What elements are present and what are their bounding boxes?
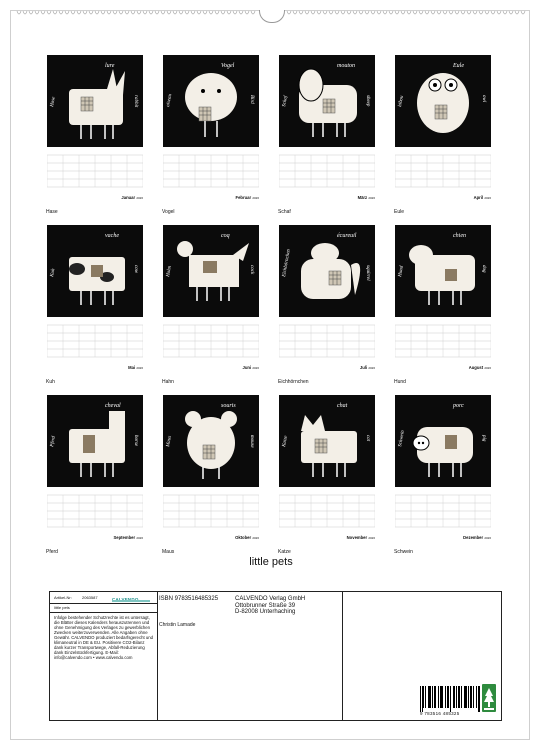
word-label: lure [105,63,115,69]
barcode [420,686,480,712]
publisher-line: D-82008 Unterhaching [235,609,296,615]
word-label: Pferd [50,435,57,448]
word-label: vache [105,233,119,239]
word-label: sheep [365,95,370,107]
word-label: horse [133,435,138,447]
animal-illustration [47,55,143,147]
month-label [121,195,143,200]
word-label: souris [221,403,236,409]
animal-caption: Hund [394,379,406,385]
calendar-grid [279,323,375,361]
word-label: Hase [50,96,57,108]
month-year: 2026 [484,536,491,540]
animal-drawing [279,225,375,317]
animal-caption: Hahn [162,379,174,385]
animal-drawing [47,225,143,317]
animal-drawing [163,395,259,487]
animal-illustration [47,225,143,317]
word-label: chien [453,233,466,239]
word-label: chat [337,403,348,409]
publisher-line: Ottobrunner Straße 39 [235,602,296,609]
animal-caption: Schwein [394,549,413,555]
animal-drawing [395,55,491,147]
info-column-isbn [157,592,343,720]
word-label: Vogel [221,63,235,69]
month-year: 2026 [368,196,375,200]
animal-drawing [395,225,491,317]
animal-caption: Pferd [46,549,58,555]
animal-illustration [279,55,375,147]
word-label: Bird [249,95,254,104]
animal-caption: Vogel [162,209,175,215]
article-number: 2063587 [82,595,98,600]
word-label: hibou [398,95,405,108]
animal-illustration [395,395,491,487]
calendar-grid [395,323,491,361]
word-label: owl [481,95,486,103]
animal-illustration [163,55,259,147]
publisher-address [235,596,305,616]
month-year: 2026 [252,536,259,540]
word-label: cheval [105,403,121,409]
animal-caption: Maus [162,549,175,555]
month-label [463,535,491,540]
word-label: rabbit [133,95,138,108]
info-column-article [50,592,158,720]
month-year: 2026 [252,366,259,370]
word-label: cow [133,265,138,274]
animal-caption: Hase [46,209,58,215]
word-label: Hahn [166,265,173,278]
legal-text: Infolge bestehender Schutzrechte ist es untersagt, die Blätter dieses Kalenders herauszutrennen und ohne Genehmigung des Verlages zu gewerblichen Zwecken weiterzuverwenden. Alle Angaben ohne Gewähr. CALVENDO produziert bedarfsgerecht und klimaneutral in DE & EU. Positivere CO2-Bilanz dank kurzer Transportwege, Abfall-Reduzierung dank Einzelstückfertigung. E-Mail: info@calvendo.com • www.calvendo.com [54,615,154,660]
animal-drawing [47,395,143,487]
animal-drawing [279,395,375,487]
word-label: écureuil [337,233,357,239]
word-label: Maus [166,435,173,448]
calendar-grid [395,493,491,531]
month-name: Dezember [463,535,484,540]
month-label [474,195,491,200]
month-label [360,365,375,370]
tree-icon [482,684,496,712]
article-label: Artikel-Nr: [54,595,72,600]
calvendo-logo [112,594,150,602]
month-name: Juni [242,365,252,370]
word-label: Schaf [282,95,289,108]
animal-illustration [47,395,143,487]
animal-illustration [279,395,375,487]
month-name: Januar [121,195,136,200]
word-label: mouton [337,63,355,69]
month-label [236,195,259,200]
animal-drawing [279,55,375,147]
word-label: Katze [282,435,289,448]
word-label: porc [453,403,464,409]
animal-caption: Schaf [278,209,291,215]
calendar-grid [163,153,259,191]
calendar-grid [163,323,259,361]
animal-caption: Katze [278,549,291,555]
word-label: Eichhörnchen [282,248,292,278]
word-label: pig [481,435,486,442]
month-name: September [113,535,136,540]
month-name: Oktober [235,535,252,540]
animal-illustration [163,225,259,317]
month-year: 2026 [136,196,143,200]
info-column-barcode [342,592,502,720]
word-label: coq [221,233,230,239]
animal-caption: Kuh [46,379,55,385]
month-year: 2026 [484,366,491,370]
calendar-grid [47,323,143,361]
month-label [113,535,143,540]
product-info-box [49,591,502,721]
month-name: März [357,195,368,200]
animal-illustration [163,395,259,487]
author-name: Christin Lamade [159,622,196,628]
calendar-grid [163,493,259,531]
month-label [235,535,259,540]
word-label: cock [249,265,254,275]
animal-illustration [395,55,491,147]
month-year: 2026 [136,366,143,370]
month-name: Mai [128,365,136,370]
month-year: 2026 [252,196,259,200]
animal-drawing [395,395,491,487]
isbn-text: ISBN 9783516485325 [159,596,219,602]
word-label: Eule [453,63,464,69]
animal-illustration [395,225,491,317]
month-label [469,365,491,370]
calendar-grid [395,153,491,191]
word-label: Schwein [398,430,406,448]
wire-binding [11,11,531,25]
animal-illustration [279,225,375,317]
word-label: squirrel [365,265,370,281]
month-name: Juli [359,365,368,370]
word-label: oiseau [166,93,174,108]
month-label [358,195,375,200]
month-name: April [473,195,484,200]
word-label: Kuh [50,268,57,278]
month-name: August [468,365,484,370]
fsc-icon [482,684,496,712]
calendar-title: little pets [249,556,293,568]
animal-drawing [47,55,143,147]
word-label: mouse [249,435,254,448]
animal-caption: Eule [394,209,405,215]
month-label [243,365,259,370]
product-title: little pets [54,605,70,610]
month-year: 2026 [368,536,375,540]
product-title-row [50,603,157,613]
word-label: cat [365,435,370,442]
month-name: Februar [235,195,252,200]
calendar-grid [279,493,375,531]
month-year: 2026 [484,196,491,200]
animal-caption: Eichhörnchen [278,379,309,385]
calendar-page [10,10,530,740]
animal-drawing [163,225,259,317]
word-label: dog [481,265,486,273]
month-label [347,535,375,540]
month-name: November [346,535,368,540]
month-year: 2026 [136,536,143,540]
calendar-grid [279,153,375,191]
barcode-number: 9 783516 485325 [420,711,460,716]
month-label [128,365,143,370]
month-year: 2026 [368,366,375,370]
calendar-grid [47,153,143,191]
animal-drawing [163,55,259,147]
publisher-line: CALVENDO Verlag GmbH [235,596,306,602]
calendar-grid [47,493,143,531]
word-label: Hund [398,265,405,278]
